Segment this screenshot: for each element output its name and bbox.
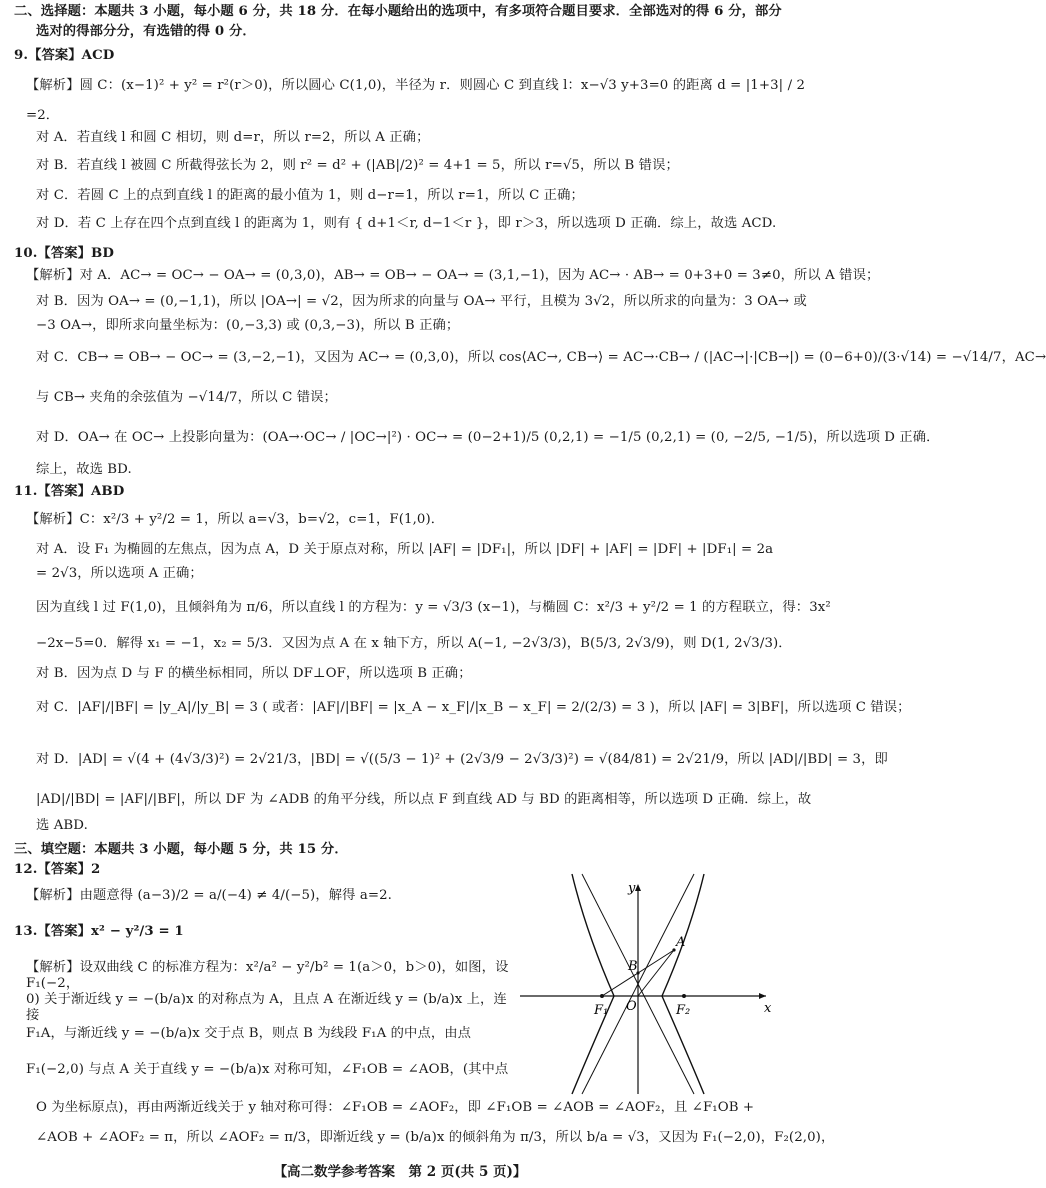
q9-line-3: 对 A．若直线 l 和圆 C 相切，则 d=r，所以 r=2，所以 A 正确； (36, 130, 430, 145)
section2-heading-line2: 选对的得部分分，有选错的得 0 分． (36, 24, 256, 39)
q11-line-9: |AD|/|BD| = |AF|/|BF|，所以 DF 为 ∠ADB 的角平分线，所以点 F 到直线 AD 与 BD 的距离相等，所以选项 D 正确．综上，故 (36, 792, 812, 807)
label-O: O (626, 999, 637, 1014)
label-y: y (628, 881, 636, 896)
q10-answer: 10.【答案】BD (14, 246, 114, 261)
q11-line-1: 【解析】C：x²/3 + y²/2 = 1，所以 a=√3，b=√2，c=1，F(1,0)． (26, 512, 445, 527)
point-F1 (600, 994, 604, 998)
label-x: x (764, 1001, 772, 1016)
hyperbola-right-branch (662, 874, 704, 1094)
q12-answer: 12.【答案】2 (14, 862, 101, 877)
q13-line-4: F₁(−2,0) 与点 A 关于直线 y = −(b/a)x 对称可知，∠F₁OB = ∠AOB，(其中点 (26, 1062, 509, 1077)
q13-line-1: 【解析】设双曲线 C 的标准方程为：x²/a² − y²/b² = 1(a＞0，b＞0)，如图，设 F₁(−2， (26, 960, 509, 991)
q12-line: 【解析】由题意得 (a−3)/2 = a/(−4) ≠ 4/(−5)，解得 a=2. (26, 888, 393, 903)
q11-line-6: 对 B．因为点 D 与 F 的横坐标相同，所以 DF⊥OF，所以选项 B 正确； (36, 666, 472, 681)
q10-line-2: 对 B．因为 OA→ = (0,−1,1)，所以 |OA→| = √2，因为所求的向量与 OA→ 平行，且模为 3√2，所以所求的向量为：3 OA→ 或 (36, 294, 807, 309)
q10-line-4: 对 C．CB→ = OB→ − OC→ = (3,−2,−1)，又因为 AC→ = (0,3,0)，所以 cos⟨AC→, CB→⟩ = AC→·CB→ / (|AC→|·|CB→|) = (0−6+0)/(3·√14) = −√14/7，AC→ (36, 350, 1046, 365)
q11-line-4: 因为直线 l 过 F(1,0)，且倾斜角为 π/6，所以直线 l 的方程为：y = √3/3 (x−1)，与椭圆 C：x²/3 + y²/2 = 1 的方程联立，得：3x² (36, 600, 831, 615)
q9-answer: 9.【答案】ACD (14, 48, 115, 63)
y-axis-arrow (635, 884, 641, 891)
label-A: A (676, 935, 686, 950)
q9-line-1: 【解析】圆 C：(x−1)² + y² = r²(r＞0)，所以圆心 C(1,0)，半径为 r．则圆心 C 到直线 l：x−√3 y+3=0 的距离 d = |1+3| / 2 (26, 78, 806, 93)
q11-line-10: 选 ABD. (36, 818, 88, 833)
hyperbola-left-branch (572, 874, 614, 1094)
q13-line-5: O 为坐标原点)，再由两渐近线关于 y 轴对称可得：∠F₁OB = ∠AOF₂，即 ∠F₁OB = ∠AOB = ∠AOF₂，且 ∠F₁OB + (36, 1100, 755, 1115)
point-F2 (682, 994, 686, 998)
q13-line-2: 0) 关于渐近线 y = −(b/a)x 的对称点为 A，且点 A 在渐近线 y = (b/a)x 上，连接 (26, 992, 507, 1023)
q9-line-6: 对 D．若 C 上存在四个点到直线 l 的距离为 1，则有 { d+1＜r, d−1＜r }，即 r＞3，所以选项 D 正确．综上，故选 ACD. (36, 216, 777, 231)
x-axis-arrow (759, 993, 766, 999)
q10-line-1: 【解析】对 A．AC→ = OC→ − OA→ = (0,3,0)，AB→ = OB→ − OA→ = (3,1,−1)，因为 AC→ · AB→ = 0+3+0 = 3≠0，所以 A 错误； (26, 268, 880, 283)
label-F1: F₁ (594, 1003, 609, 1018)
q11-answer: 11.【答案】ABD (14, 484, 125, 499)
page-footer: 【高二数学参考答案 第 2 页(共 5 页)】 (273, 1164, 527, 1180)
q11-line-8: 对 D．|AD| = √(4 + (4√3/3)²) = 2√21/3，|BD| = √((5/3 − 1)² + (2√3/9 − 2√3/3)²) = √(84/81) = 2√21/9，所以 |AD|/|BD| = 3，即 (36, 752, 888, 767)
q13-line-6: ∠AOB + ∠AOF₂ = π，所以 ∠AOF₂ = π/3，即渐近线 y = (b/a)x 的倾斜角为 π/3，所以 b/a = √3，又因为 F₁(−2,0)，F₂(2,0)， (36, 1130, 835, 1145)
q11-line-3: = 2√3，所以选项 A 正确； (36, 566, 203, 581)
q13-line-3: F₁A，与渐近线 y = −(b/a)x 交于点 B，则点 B 为线段 F₁A 的中点，由点 (26, 1026, 472, 1041)
q9-line-4: 对 B．若直线 l 被圆 C 所截得弦长为 2，则 r² = d² + (|AB|/2)² = 4+1 = 5，所以 r=√5，所以 B 错误； (36, 158, 679, 173)
label-B: B (628, 959, 638, 974)
q11-line-5: −2x−5=0．解得 x₁ = −1，x₂ = 5/3．又因为点 A 在 x 轴下方，所以 A(−1, −2√3/3)，B(5/3, 2√3/9)，则 D(1, 2√3/3)． (36, 636, 792, 651)
label-F2: F₂ (676, 1003, 691, 1018)
q10-line-7: 综上，故选 BD. (36, 462, 132, 477)
q10-line-6: 对 D．OA→ 在 OC→ 上投影向量为：(OA→·OC→ / |OC→|²) · OC→ = (0−2+1)/5 (0,2,1) = −1/5 (0,2,1) = (0, −2/5, −1/5)，所以选项 D 正确． (36, 430, 940, 445)
q11-line-7: 对 C．|AF|/|BF| = |y_A|/|y_B| = 3 ( 或者：|AF|/|BF| = |x_A − x_F|/|x_B − x_F| = 2/(2/3) = 3 )，所以 |AF| = 3|BF|，所以选项 C 错误； (36, 700, 911, 715)
q10-line-5: 与 CB→ 夹角的余弦值为 −√14/7，所以 C 错误； (36, 390, 337, 405)
section3-heading: 三、填空题：本题共 3 小题，每小题 5 分，共 15 分． (14, 842, 348, 857)
q13-answer: 13.【答案】x² − y²/3 = 1 (14, 924, 184, 939)
section2-heading-line1: 二、选择题：本题共 3 小题，每小题 6 分，共 18 分．在每小题给出的选项中，有多项符合题目要求．全部选对的得 6 分，部分 (14, 4, 782, 19)
q10-line-3: −3 OA→，即所求向量坐标为：(0,−3,3) 或 (0,3,−3)，所以 B 正确； (36, 318, 460, 333)
hyperbola-figure (516, 872, 784, 1100)
q11-line-2: 对 A．设 F₁ 为椭圆的左焦点，因为点 A，D 关于原点对称，所以 |AF| = |DF₁|，所以 |DF| + |AF| = |DF| + |DF₁| = 2a (36, 542, 774, 557)
q9-line-2: =2． (26, 108, 60, 123)
q9-line-5: 对 C．若圆 C 上的点到直线 l 的距离的最小值为 1，则 d−r=1，所以 r=1，所以 C 正确； (36, 188, 584, 203)
